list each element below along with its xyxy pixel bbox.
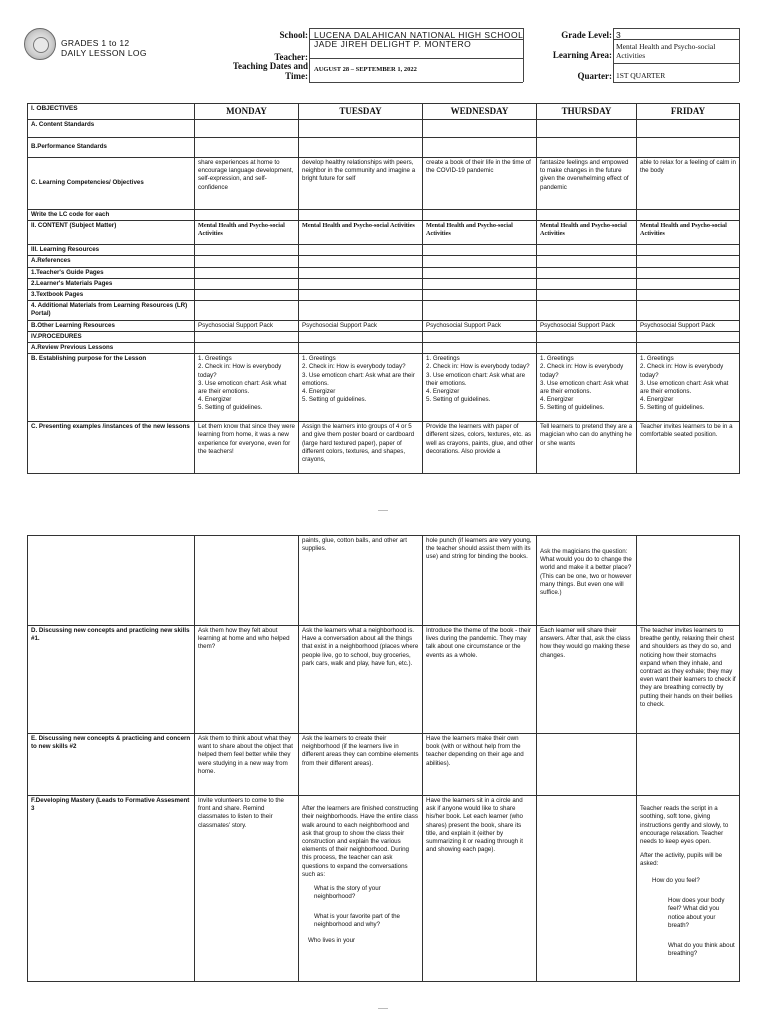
page-1 <box>0 0 768 500</box>
table-cell: Ask them to think about what they want to share about the object that helped them feel better while they were studying in a new way from home. <box>195 734 299 796</box>
guide-question: What is the story of your neighborhood? <box>314 885 381 901</box>
table-cell: Assign the learners into groups of 4 or 5 and give them poster board or cardboard (large hard textured paper), paper of different colors, textures, and shapes, crayons, <box>299 422 423 474</box>
row-label: B.Other Learning Resources <box>28 320 195 331</box>
table-row <box>28 221 740 245</box>
table-row <box>28 536 740 626</box>
table-cell: Mental Health and Psycho-social Activities <box>423 221 537 245</box>
table-cell <box>299 120 423 138</box>
table-header-row <box>28 104 740 120</box>
row-label: A.References <box>28 256 195 267</box>
row-label: Write the LC code for each <box>28 210 195 221</box>
table-row <box>28 734 740 796</box>
table-cell: 1. Greetings 2. Check in: How is everybody today? 3. Use emoticon chart: Ask what are their emotions. 4. Energizer 5. Setting of guidelines. <box>195 354 299 422</box>
table-row <box>28 301 740 320</box>
grade-level-value: 3 <box>616 30 622 40</box>
table-row <box>28 343 740 354</box>
guide-question: Who lives in your <box>308 937 356 945</box>
dll-table-page2 <box>27 535 740 982</box>
table-row <box>28 626 740 734</box>
grade-level-label: Grade Level: <box>561 30 612 40</box>
row-label: C. Learning Competencies/ Objectives <box>28 158 195 210</box>
table-cell <box>195 138 299 158</box>
table-row <box>28 210 740 221</box>
day-header: WEDNESDAY <box>423 104 537 120</box>
school-label: School: <box>279 30 308 40</box>
table-cell: paints, glue, cotton balls, and other art supplies. <box>299 536 423 626</box>
page-separator <box>378 1008 388 1009</box>
teacher-value: JADE JIREH DELIGHT P. MONTERO <box>314 39 472 49</box>
row-label: E. Discussing new concepts & practicing and concern to new skills #2 <box>28 734 195 796</box>
day-header: FRIDAY <box>637 104 740 120</box>
row-label: 3.Textbook Pages <box>28 290 195 301</box>
table-cell: 1. Greetings 2. Check in: How is everybody today? 3. Use emoticon chart: Ask what are their emotions. 4. Energizer 5. Setting of guidelines. <box>637 354 740 422</box>
guide-question: What do you think about breathing? <box>668 942 735 958</box>
table-cell: Psychosocial Support Pack <box>299 320 423 331</box>
table-cell: Psychosocial Support Pack <box>537 320 637 331</box>
quarter-value: 1ST QUARTER <box>616 71 666 80</box>
table-cell <box>637 734 740 796</box>
table-cell: 1. Greetings 2. Check in: How is everybody today? 3. Use emoticon chart: Ask what are their emotions. 4. Energizer 5. Setting of guidelines. <box>537 354 637 422</box>
row-label: 4. Additional Materials from Learning Resources (LR) Portal) <box>28 301 195 320</box>
row-label: B.Performance Standards <box>28 138 195 158</box>
guide-question: How does your body feel? What did you notice about your breath? <box>668 897 725 929</box>
table-cell: Mental Health and Psycho-social Activities <box>195 221 299 245</box>
table-cell <box>637 138 740 158</box>
table-cell: The teacher invites learners to breathe gently, relaxing their chest and shoulders as they do so, and noticing how their stomachs expand when they inhale, and contract as they exhale; they may even want their learners to check if they are breathing correctly by putting their hands on their bellies to check. <box>637 626 740 734</box>
table-cell: Ask them how they felt about learning at home and who helped them? <box>195 626 299 734</box>
table-cell: Let them know that since they were learning from home, it was a new experience for everyone, even for the teachers! <box>195 422 299 474</box>
table-row <box>28 796 740 982</box>
table-cell <box>637 796 740 982</box>
teacher-label: Teacher: <box>274 52 308 62</box>
guide-question: How do you feel? <box>652 876 700 884</box>
table-cell: Tell learners to pretend they are a magician who can do anything he or she wants <box>537 422 637 474</box>
school-value: LUCENA DALAHICAN NATIONAL HIGH SCHOOL <box>314 30 524 40</box>
table-cell <box>299 138 423 158</box>
table-row <box>28 267 740 278</box>
table-cell <box>537 734 637 796</box>
table-cell: Have the learners sit in a circle and ask if anyone would like to share his/her book. Let each learner (who shares) present the book, share its title, and explain it (either by summarizing it or reading through it and showing each page). <box>423 796 537 982</box>
table-cell: Mental Health and Psycho-social Activities <box>637 221 740 245</box>
table-cell: Have the learners make their own book (with or without help from the teacher depending on their age and abilities). <box>423 734 537 796</box>
friday-after-text: After the activity, pupils will be asked: <box>640 852 723 868</box>
row-label: IV.PROCEDURES <box>28 331 195 342</box>
table-row <box>28 422 740 474</box>
table-cell: Provide the learners with paper of different sizes, colors, textures, etc. as well as crayons, paints, glue, and other decorations. Also provide a <box>423 422 537 474</box>
deped-seal-icon <box>24 28 56 60</box>
table-cell <box>537 138 637 158</box>
day-header: TUESDAY <box>299 104 423 120</box>
table-cell <box>195 120 299 138</box>
table-cell: fantasize feelings and empowed to make changes in the future given the overwhelming effect of pandemic <box>537 158 637 210</box>
table-cell <box>423 120 537 138</box>
table-cell <box>423 210 537 221</box>
row-label: 1.Teacher's Guide Pages <box>28 267 195 278</box>
table-cell: share experiences at home to encourage language development, self-expression, and self-confidence <box>195 158 299 210</box>
table-row <box>28 354 740 422</box>
row-label: D. Discussing new concepts and practicing new skills #1. <box>28 626 195 734</box>
table-cell: hole punch (if learners are very young, the teacher should assist them with its use) and string for binding the books. <box>423 536 537 626</box>
table-row <box>28 331 740 342</box>
dll-table-page1 <box>27 103 740 474</box>
table-cell <box>537 120 637 138</box>
table-cell <box>299 210 423 221</box>
form-title: GRADES 1 to 12 DAILY LESSON LOG <box>61 38 147 58</box>
table-cell: Introduce the theme of the book - their lives during the pandemic. They may talk about one circumstance or the events as a whole. <box>423 626 537 734</box>
table-row <box>28 138 740 158</box>
learning-area-value: Mental Health and Psycho-social Activities <box>616 42 716 60</box>
table-cell: Ask the learners what a neighborhood is. Have a conversation about all the things that exist in a neighborhood (places where people live, go to school, buy groceries, park cars, walk and play, have fun, etc.). <box>299 626 423 734</box>
row-label: F.Developing Mastery (Leads to Formative Assesment 3 <box>28 796 195 982</box>
table-cell: Psychosocial Support Pack <box>423 320 537 331</box>
table-row <box>28 256 740 267</box>
table-cell: Ask the learners to create their neighborhood (if the learners live in different areas they can combine elements from their different areas). <box>299 734 423 796</box>
table-cell <box>299 796 423 982</box>
tuesday-activity: After the learners are finished constructing their neighborhoods. Have the entire class walk around to each neighborhood and ask that group to show the class their construction and explain the various elements of their neighborhood. During this process, the teacher can ask questions to expand the conversations such as: <box>302 805 419 878</box>
row-label: C. Presenting examples /instances of the new lessons <box>28 422 195 474</box>
table-cell <box>423 138 537 158</box>
table-cell: 1. Greetings 2. Check in: How is everybody today? 3. Use emoticon chart: Ask what are their emotions. 4. Energizer 5. Setting of guidelines. <box>423 354 537 422</box>
page-2 <box>0 500 768 1024</box>
learning-area-label: Learning Area: <box>552 50 612 60</box>
table-cell <box>195 210 299 221</box>
table-cell: create a book of their life in the time of the COVID-19 pandemic <box>423 158 537 210</box>
dates-value: AUGUST 28 – SEPTEMBER 1, 2022 <box>314 66 417 73</box>
table-cell: Psychosocial Support Pack <box>195 320 299 331</box>
table-cell <box>637 210 740 221</box>
dll-header <box>24 28 740 82</box>
guide-question: What is your favorite part of the neighborhood and why? <box>314 912 400 928</box>
day-header: THURSDAY <box>537 104 637 120</box>
table-cell: Invite volunteers to come to the front and share. Remind classmates to listen to their classmates' story. <box>195 796 299 982</box>
table-cell: able to relax for a feeling of calm in the body <box>637 158 740 210</box>
objectives-label: I. OBJECTIVES <box>28 104 195 120</box>
table-row <box>28 245 740 256</box>
row-label: III. Learning Resources <box>28 245 195 256</box>
table-cell: Mental Health and Psycho-social Activities <box>537 221 637 245</box>
table-cell <box>537 210 637 221</box>
table-cell: 1. Greetings 2. Check in: How is everybody today? 3. Use emoticon chart: Ask what are their emotions. 4. Energizer 5. Setting of guidelines. <box>299 354 423 422</box>
dates-label: Teaching Dates and <box>232 61 308 71</box>
day-header: MONDAY <box>195 104 299 120</box>
table-cell: develop healthy relationships with peers, neighbor in the community and imagine a bright future for self <box>299 158 423 210</box>
table-cell <box>637 120 740 138</box>
row-label: A.Review Previous Lessons <box>28 343 195 354</box>
quarter-label: Quarter: <box>577 71 612 81</box>
row-label: B. Establishing purpose for the Lesson <box>28 354 195 422</box>
time-label: Time: <box>285 71 308 81</box>
friday-activity: Teacher reads the script in a soothing, soft tone, giving instructions gently and slowly, to encourage relaxation. Teacher needs to keep eyes open. <box>640 805 729 846</box>
table-row <box>28 278 740 289</box>
table-cell: Ask the magicians the question: What would you do to change the world and make it a better place? (This can be one, two or however many things. But even one will suffice.) <box>537 536 637 626</box>
table-row <box>28 158 740 210</box>
table-row <box>28 320 740 331</box>
table-cell: Each learner will share their answers. After that, ask the class how they would go making these changes. <box>537 626 637 734</box>
table-cell: Psychosocial Support Pack <box>637 320 740 331</box>
table-cell <box>195 536 299 626</box>
table-row <box>28 290 740 301</box>
row-label: 2.Learner's Materials Pages <box>28 278 195 289</box>
table-cell: Mental Health and Psycho-social Activities <box>299 221 423 245</box>
table-cell <box>637 536 740 626</box>
row-label: A. Content Standards <box>28 120 195 138</box>
table-cell <box>537 796 637 982</box>
table-cell: Teacher invites learners to be in a comfortable seated position. <box>637 422 740 474</box>
table-cell <box>28 536 195 626</box>
row-label: II. CONTENT (Subject Matter) <box>28 221 195 245</box>
table-row <box>28 120 740 138</box>
